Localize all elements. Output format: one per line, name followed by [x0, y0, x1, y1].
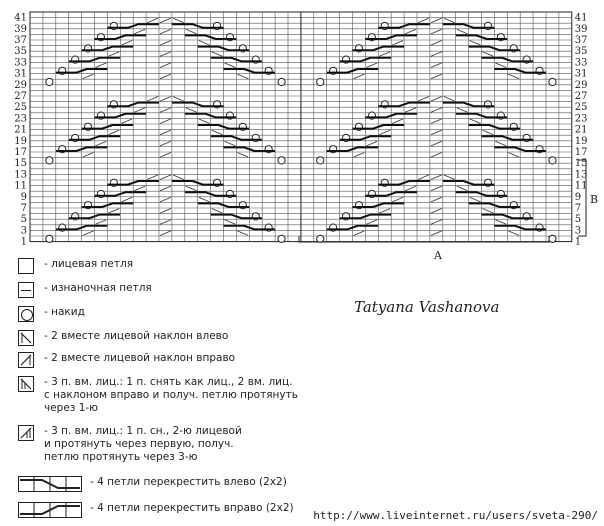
knit-icon — [18, 258, 34, 274]
yarn-over-mark — [278, 157, 285, 164]
row-label-left: 11 — [14, 180, 27, 192]
legend-knit-text: - лицевая петля — [44, 258, 134, 270]
source-url[interactable]: http://www.liveinternet.ru/users/sveta-290/ — [313, 509, 598, 522]
row-label-left: 37 — [14, 35, 27, 46]
yarn-over-mark — [46, 157, 53, 164]
row-label-right: 25 — [574, 102, 588, 114]
row-label-left: 41 — [14, 12, 27, 24]
row-label-left: 39 — [14, 23, 27, 35]
row-labels-left — [14, 13, 27, 248]
row-label-left: 25 — [14, 102, 27, 114]
row-label-right: 1 — [574, 236, 582, 248]
cross-right-icon — [18, 502, 82, 518]
legend-cross-right — [18, 502, 294, 518]
row-label-right: 29 — [574, 79, 588, 91]
row-label-right: 27 — [574, 91, 588, 102]
legend-k3tog-a-text: - 3 п. вм. лиц.: 1 п. снять как лиц., 2 вм. лиц. с наклоном вправо и получ. петлю протянуть через 1-ю — [44, 376, 298, 414]
k2tog-left-icon — [18, 330, 34, 346]
legend-purl-text: - изнаночная петля — [44, 282, 152, 294]
legend-knit — [18, 258, 133, 274]
row-label-left: 23 — [14, 113, 27, 125]
row-label-left: 7 — [20, 203, 27, 214]
row-label-right: 35 — [574, 46, 588, 58]
k2tog-right-icon — [18, 352, 34, 368]
row-label-right: 31 — [574, 68, 588, 80]
row-label-left: 27 — [14, 91, 27, 102]
row-label-right: 11 — [574, 180, 588, 192]
yarn-over-mark — [278, 78, 285, 85]
row-label-right: 37 — [574, 35, 588, 46]
row-label-left: 21 — [14, 124, 27, 136]
row-label-right: 33 — [574, 57, 588, 69]
legend-cross-right-text: - 4 петли перекрестить вправо (2х2) — [90, 502, 294, 514]
row-label-right: 17 — [574, 147, 588, 158]
row-label-left: 29 — [14, 79, 27, 91]
yarn-over-mark — [46, 78, 53, 85]
legend-k2tog-left-text: - 2 вместе лицевой наклон влево — [44, 330, 229, 342]
row-label-right: 21 — [574, 124, 588, 136]
legend-k2tog-right — [18, 352, 235, 368]
repeat-label-b: B — [590, 193, 599, 206]
yarn-over-mark — [46, 235, 53, 242]
yarn-over-mark — [549, 157, 556, 164]
yarn-over-mark — [317, 78, 324, 85]
row-label-left: 13 — [14, 169, 27, 181]
row-label-right: 3 — [574, 225, 582, 237]
row-label-right: 41 — [574, 12, 588, 24]
purl-icon — [18, 282, 34, 298]
row-label-right: 23 — [574, 113, 588, 125]
row-label-right: 13 — [574, 169, 588, 181]
yarn-over-mark — [317, 157, 324, 164]
row-label-left: 5 — [20, 214, 27, 226]
row-label-left: 1 — [20, 236, 27, 248]
repeat-label-a: A — [434, 249, 442, 262]
row-label-right: 7 — [574, 203, 582, 214]
row-label-right: 15 — [574, 158, 588, 170]
row-label-left: 31 — [14, 68, 27, 80]
legend-k3tog-b — [18, 425, 242, 464]
legend-k2tog-right-text: - 2 вместе лицевой наклон вправо — [44, 352, 236, 364]
row-label-right: 39 — [574, 23, 588, 35]
legend-cross-left — [18, 476, 287, 492]
yarn-over-mark — [278, 235, 285, 242]
legend-k3tog-a — [18, 376, 298, 415]
cross-left-icon — [18, 476, 82, 492]
legend-yarn-over-text: - накид — [44, 306, 85, 318]
row-label-right: 9 — [574, 191, 582, 203]
row-label-left: 19 — [14, 135, 27, 147]
row-label-left: 17 — [14, 147, 27, 158]
yarn-over-mark — [317, 235, 324, 242]
row-label-left: 35 — [14, 46, 27, 58]
row-label-left: 3 — [20, 225, 27, 237]
k3tog-b-icon — [18, 425, 34, 441]
row-label-right: 5 — [574, 214, 582, 226]
row-label-left: 33 — [14, 57, 27, 69]
k3tog-a-icon — [18, 376, 34, 392]
yarn-over-mark — [549, 78, 556, 85]
row-label-left: 9 — [20, 191, 27, 203]
row-label-right: 19 — [574, 135, 588, 147]
author-signature: Tatyana Vashanova — [354, 298, 500, 316]
yarn-over-icon — [18, 306, 34, 322]
yarn-over-mark — [549, 235, 556, 242]
row-label-left: 15 — [14, 158, 27, 170]
legend-cross-left-text: - 4 петли перекрестить влево (2х2) — [90, 476, 287, 488]
legend-yarn-over — [18, 306, 85, 322]
legend-k2tog-left — [18, 330, 228, 346]
legend-purl — [18, 282, 152, 298]
legend-k3tog-b-text: - 3 п. вм. лиц.: 1 п. сн., 2-ю лицевой и протянуть через первую, получ. петлю протянуть через 3-ю — [44, 425, 242, 463]
